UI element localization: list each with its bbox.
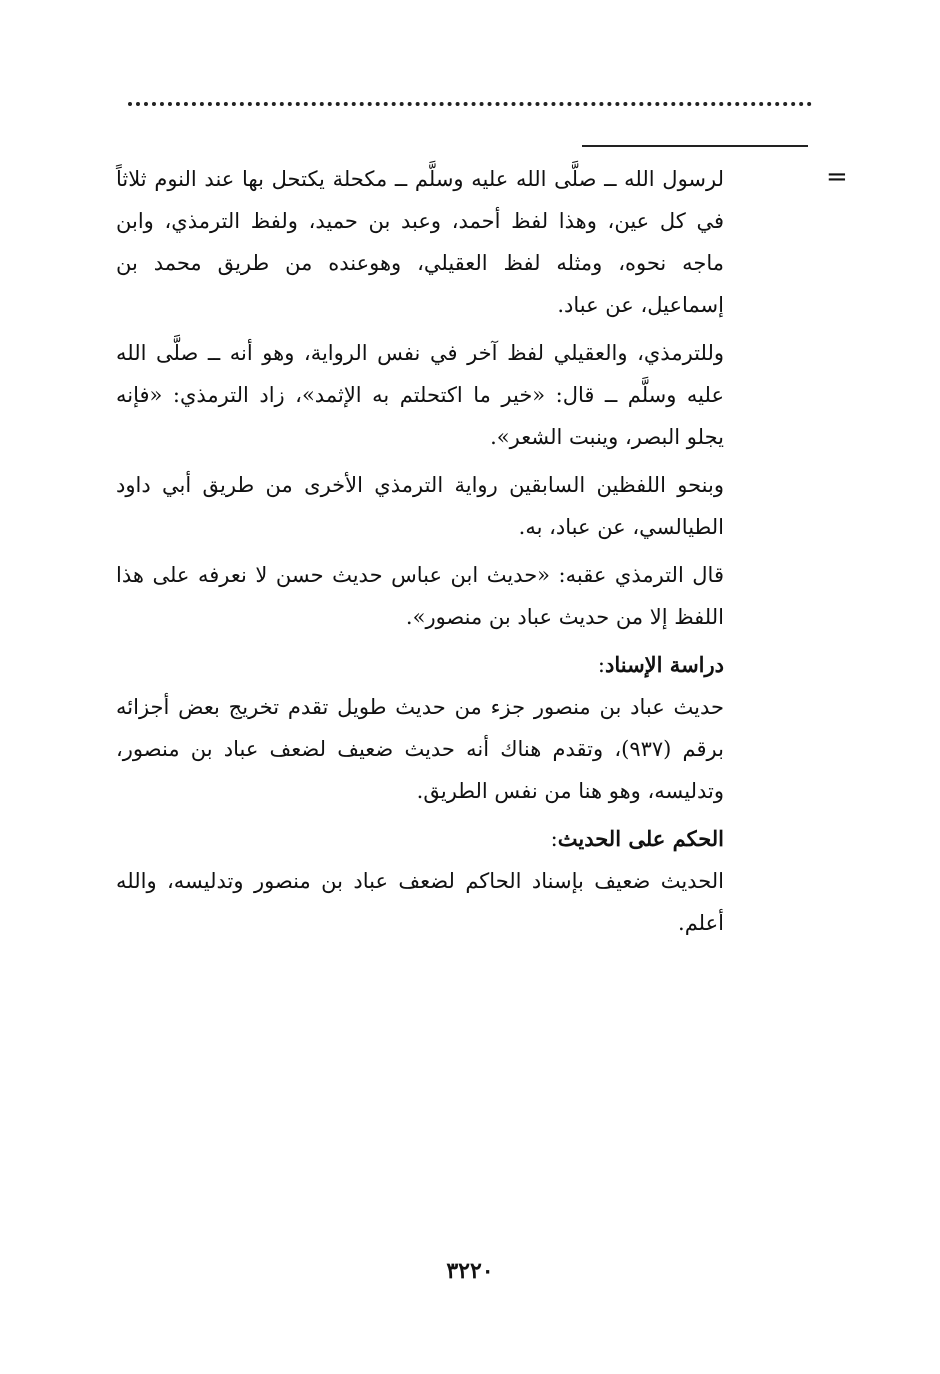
paragraph-2: وللترمذي، والعقيلي لفظ آخر في نفس الرواية، وهو أنه ــ صلَّى الله عليه وسلَّم ــ قال: «خير ما اكتحلتم به الإثمد»، زاد الترمذي: «فإنه يجلو البصر، وينبت الشعر». (116, 341, 724, 449)
footnote-rule (582, 145, 808, 147)
paragraph-4: قال الترمذي عقبه: «حديث ابن عباس حديث حسن لا نعرفه على هذا اللفظ إلا من حديث عباد بن منصور». (116, 563, 724, 629)
page-number: ٣٢٢٠ (446, 1258, 494, 1284)
isnad-heading-text: دراسة الإسناد (605, 652, 724, 677)
hukm-paragraph: الحديث ضعيف بإسناد الحاكم لضعف عباد بن منصور وتدليسه، والله أعلم. (116, 869, 724, 935)
isnad-heading-colon: : (597, 653, 605, 677)
hukm-heading-colon: : (550, 827, 558, 851)
isnad-heading (116, 644, 724, 686)
hukm-heading (116, 818, 724, 860)
continuation-mark: = (826, 162, 848, 192)
isnad-paragraph: حديث عباد بن منصور جزء من حديث طويل تقدم تخريج بعض أجزائه برقم (٩٣٧)، وتقدم هناك أنه حديث ضعيف لضعف عباد بن منصور، وتدليسه، وهو هنا من نفس الطريق. (116, 695, 724, 803)
paragraph-1: لرسول الله ــ صلَّى الله عليه وسلَّم ــ مكحلة يكتحل بها عند النوم ثلاثاً في كل عين، وهذا لفظ أحمد، وعبد بن حميد، ولفظ الترمذي، وابن ماجه نحوه، ومثله لفظ العقيلي، وهوعنده من طريق محمد بن إسماعيل، عن عباد. (116, 167, 724, 317)
dotted-separator (128, 102, 812, 118)
hukm-heading-text: الحكم على الحديث (557, 826, 724, 851)
paragraph-3: وبنحو اللفظين السابقين رواية الترمذي الأخرى من طريق أبي داود الطيالسي، عن عباد، به. (116, 473, 724, 539)
main-text (116, 158, 724, 950)
